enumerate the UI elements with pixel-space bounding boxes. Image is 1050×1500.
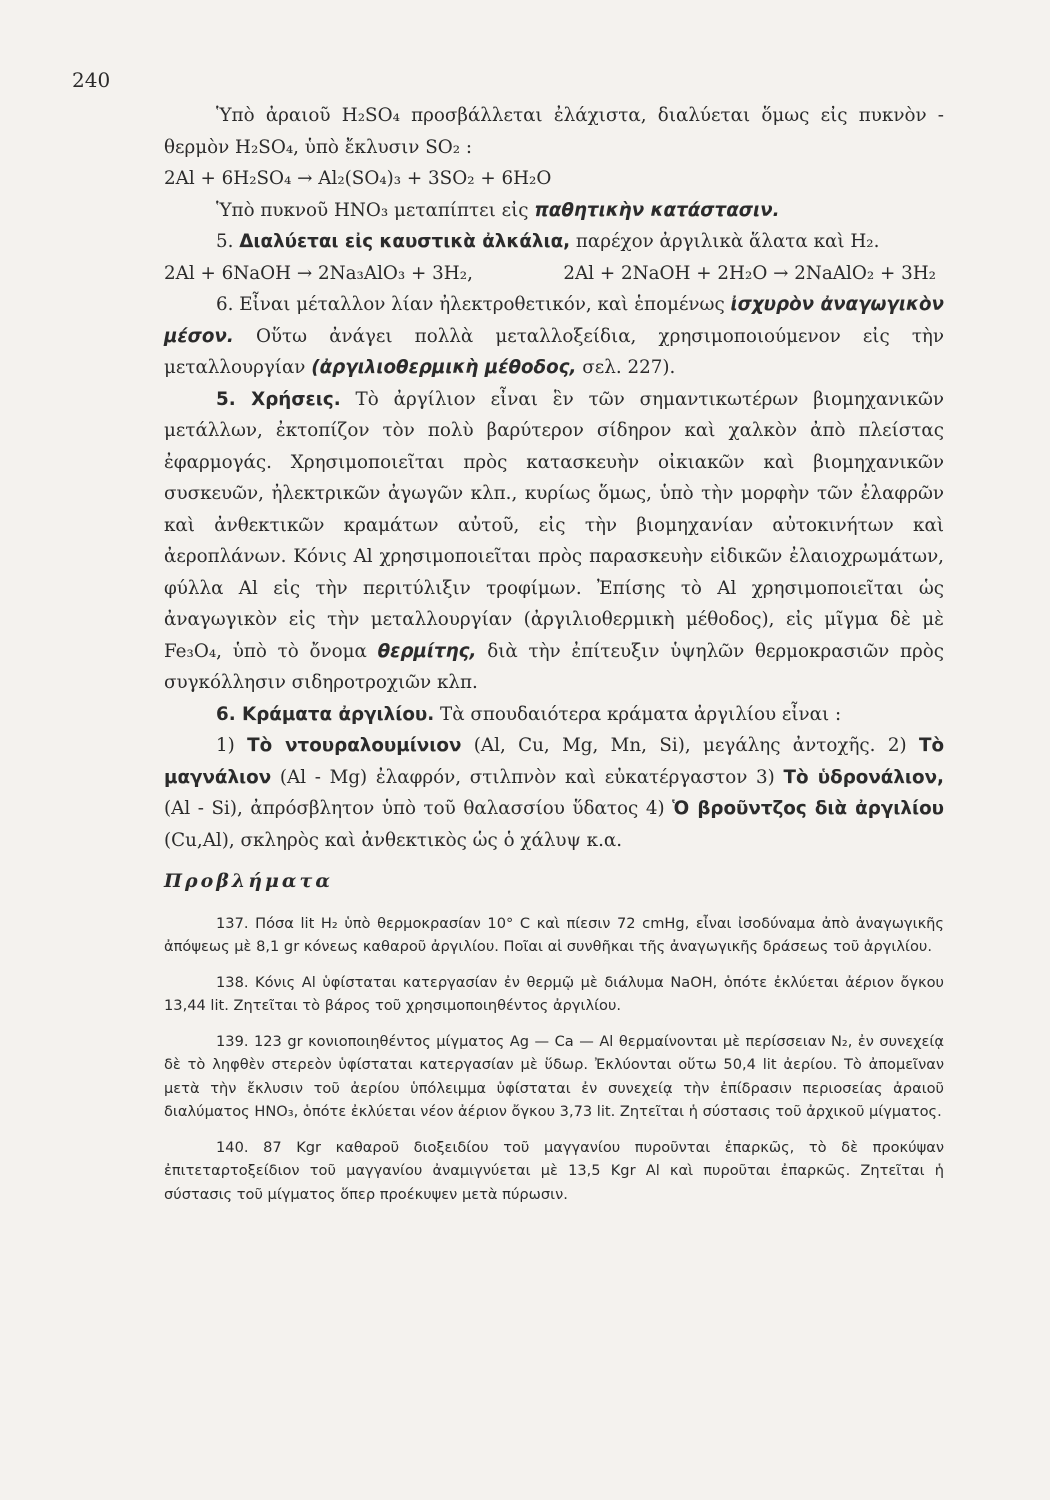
alkali-paragraph: [164, 226, 944, 258]
alloy-magnalium: Τὸ μαγνάλιον: [164, 735, 944, 788]
equation-sulfuric: 2Al + 6H₂SO₄ → Al₂(SO₄)₃ + 3SO₂ + 6H₂O: [164, 168, 552, 189]
alloy-1-desc: (Al, Cu, Mg, Mn, Si), μεγάλης ἀντοχῆς. 2): [461, 735, 919, 756]
problem-138: 138. Κόνις Al ὑφίσταται κατεργασίαν ἐν θερμῷ μὲ διάλυμα NaOH, ὁπότε ἐκλύεται ἀέριον ὄγκου 13,44 lit. Ζητεῖται τὸ βάρος τοῦ χρησιμοποιηθέντος ἀργιλίου.: [164, 973, 944, 1014]
alkali-text: παρέχον ἀργιλικὰ ἅλατα καὶ H₂.: [570, 231, 880, 252]
text-body: [164, 100, 944, 1218]
alloy-aluminium-bronze: Ὁ βροῦντζος διὰ ἀργιλίου: [672, 798, 944, 819]
problems-heading: Προβλήματα: [164, 870, 333, 892]
equation-naoh-1: 2Al + 6NaOH → 2Na₃AlO₃ + 3H₂,: [164, 262, 473, 284]
alloy-4-desc: (Cu,Al), σκληρὸς καὶ ἀνθεκτικὸς ὡς ὁ χάλυψ κ.α.: [164, 829, 623, 851]
reducing-text-1: 6. Εἶναι μέταλλον λίαν ἠλεκτροθετικόν, καὶ ἑπομένως: [216, 294, 731, 315]
uses-text-2: διὰ τὴν ἐπίτευξιν ὑψηλῶν θερμοκρασιῶν πρὸς συγκόλλησιν σιδηροτροχιῶν κλπ.: [164, 640, 945, 693]
alkali-term: Διαλύεται εἰς καυστικὰ ἀλκάλια,: [239, 231, 571, 252]
alloy-duralumin: Τὸ ντουραλουμίνιον: [247, 735, 462, 756]
alloy-2-desc: (Al - Mg) ἐλαφρόν, στιλπνὸν καὶ εὐκατέργαστον 3): [271, 766, 784, 788]
alloy-hydronalium: Τὸ ὑδρονάλιον,: [783, 766, 944, 788]
problem-139: 139. 123 gr κονιοποιηθέντος μίγματος Ag — Ca — Al θερμαίνονται μὲ περίσσειαν N₂, ἐν συνεχείᾳ δὲ τὸ ληφθὲν στερεὸν ὑφίσταται κατεργασίαν μὲ ὕδωρ. Ἐκλύονται οὕτω 50,4 lit ἀερίου. Τὸ ἀπομεῖναν μετὰ τὴν ἔκλυσιν τοῦ ἀερίου ὑπόλειμμα ὑφίσταται ἐν συνεχείᾳ τὴν ἐπίδρασιν περιοσείας ἀραιοῦ διαλύματος HNO₃, ὁπότε ἐκλύεται νέον ἀέριον ὄγκου 3,73 lit. Ζητεῖται ἡ σύστασις τοῦ ἀρχικοῦ μίγματος.: [164, 1032, 944, 1120]
nitric-paragraph: [164, 195, 944, 227]
alloys-paragraph: [164, 699, 944, 731]
alloy-3-desc: (Al - Si), ἀπρόσβλητον ὑπὸ τοῦ θαλασσίου ὕδατος 4): [164, 798, 673, 819]
reducing-term: ἰσχυρὸν ἀναγωγικὸν μέσον.: [164, 294, 945, 347]
reducing-text-3: σελ. 227).: [576, 357, 676, 378]
alkali-number: 5.: [216, 231, 240, 252]
problem-137: 137. Πόσα lit H₂ ὑπὸ θερμοκρασίαν 10° C καὶ πίεσιν 72 cmHg, εἶναι ἰσοδύναμα ἀπὸ ἀναγωγικῆς ἀπόψεως μὲ 8,1 gr κόνεως καθαροῦ ἀργιλίου. Ποῖαι αἱ συνθῆκαι τῆς ἀναγωγικῆς δράσεως τοῦ ἀργιλίου.: [164, 914, 944, 955]
intro-paragraph: Ὑπὸ ἀραιοῦ H₂SO₄ προσβάλλεται ἐλάχιστα, διαλύεται ὅμως εἰς πυκνὸν - θερμὸν H₂SO₄, ὑπὸ ἔκλυσιν SO₂ :: [164, 105, 944, 158]
uses-text-1: Τὸ ἀργίλιον εἶναι ἓν τῶν σημαντικωτέρων βιομηχανικῶν μετάλλων, ἐκτοπίζον τὸν πολὺ βαρύτερον σίδηρον καὶ χαλκὸν ἀπὸ πλείστας ἐφαρμογάς. Χρησιμοποιεῖται πρὸς κατασκευὴν οἰκιακῶν καὶ βιομηχανικῶν συσκευῶν, ἠλεκτρικῶν ἀγωγῶν κλπ., κυρίως ὅμως, ὑπὸ τὴν μορφὴν τῶν ἐλαφρῶν καὶ ἀνθεκτικῶν κραμάτων αὐτοῦ, εἰς τὴν βιομηχανίαν αὐτοκινήτων καὶ ἀεροπλάνων. Κόνις Al χρησιμοποιεῖται πρὸς παρασκευὴν εἰδικῶν ἐλαιοχρωμάτων, φύλλα Al εἰς τὴν περιτύλιξιν τροφίμων. Ἐπίσης τὸ Al χρησιμοποιεῖται ὡς ἀναγωγικὸν εἰς τὴν μεταλλουργίαν (ἀργιλιοθερμικὴ μέθοδος), εἰς μῖγμα δὲ μὲ Fe₃O₄, ὑπὸ τὸ ὄνομα: [164, 388, 944, 662]
alloys-heading: 6. Κράματα ἀργιλίου.: [216, 703, 435, 725]
alloys-list: [164, 730, 944, 856]
equations-alkali: [164, 258, 944, 290]
alloy-1-num: 1): [216, 735, 248, 756]
problem-140: 140. 87 Kgr καθαροῦ διοξειδίου τοῦ μαγγανίου πυροῦνται ἐπαρκῶς, τὸ δὲ προκύψαν ἐπιτεταρτοξείδιον τοῦ μαγγανίου ἀναμιγνύεται μὲ 13,5 Kgr Al καὶ πυροῦται ἐπαρκῶς. Ζητεῖται ἡ σύστασις τοῦ μίγματος ὅπερ προέκυψεν μετὰ πύρωσιν.: [164, 1138, 944, 1203]
equation-naoh-2: 2Al + 2NaOH + 2H₂O → 2NaAlO₂ + 3H₂: [563, 262, 936, 284]
aluminothermy-term: (ἀργιλιοθερμικὴ μέθοδος,: [311, 357, 577, 378]
thermite-term: θερμίτης,: [377, 640, 477, 662]
uses-heading: 5. Χρήσεις.: [216, 388, 341, 410]
uses-paragraph: [164, 384, 944, 699]
reducing-text-2: Οὕτω ἀνάγει πολλὰ μεταλλοξείδια, χρησιμοποιούμενον εἰς τὴν μεταλλουργίαν: [164, 325, 944, 378]
passive-state-term: παθητικὴν κατάστασιν.: [534, 199, 780, 221]
nitric-text: Ὑπὸ πυκνοῦ HNO₃ μεταπίπτει εἰς: [216, 199, 535, 221]
page-number: 240: [72, 68, 111, 92]
reducing-paragraph: [164, 289, 944, 384]
alloys-intro: Τὰ σπουδαιότερα κράματα ἀργιλίου εἶναι :: [434, 703, 842, 725]
